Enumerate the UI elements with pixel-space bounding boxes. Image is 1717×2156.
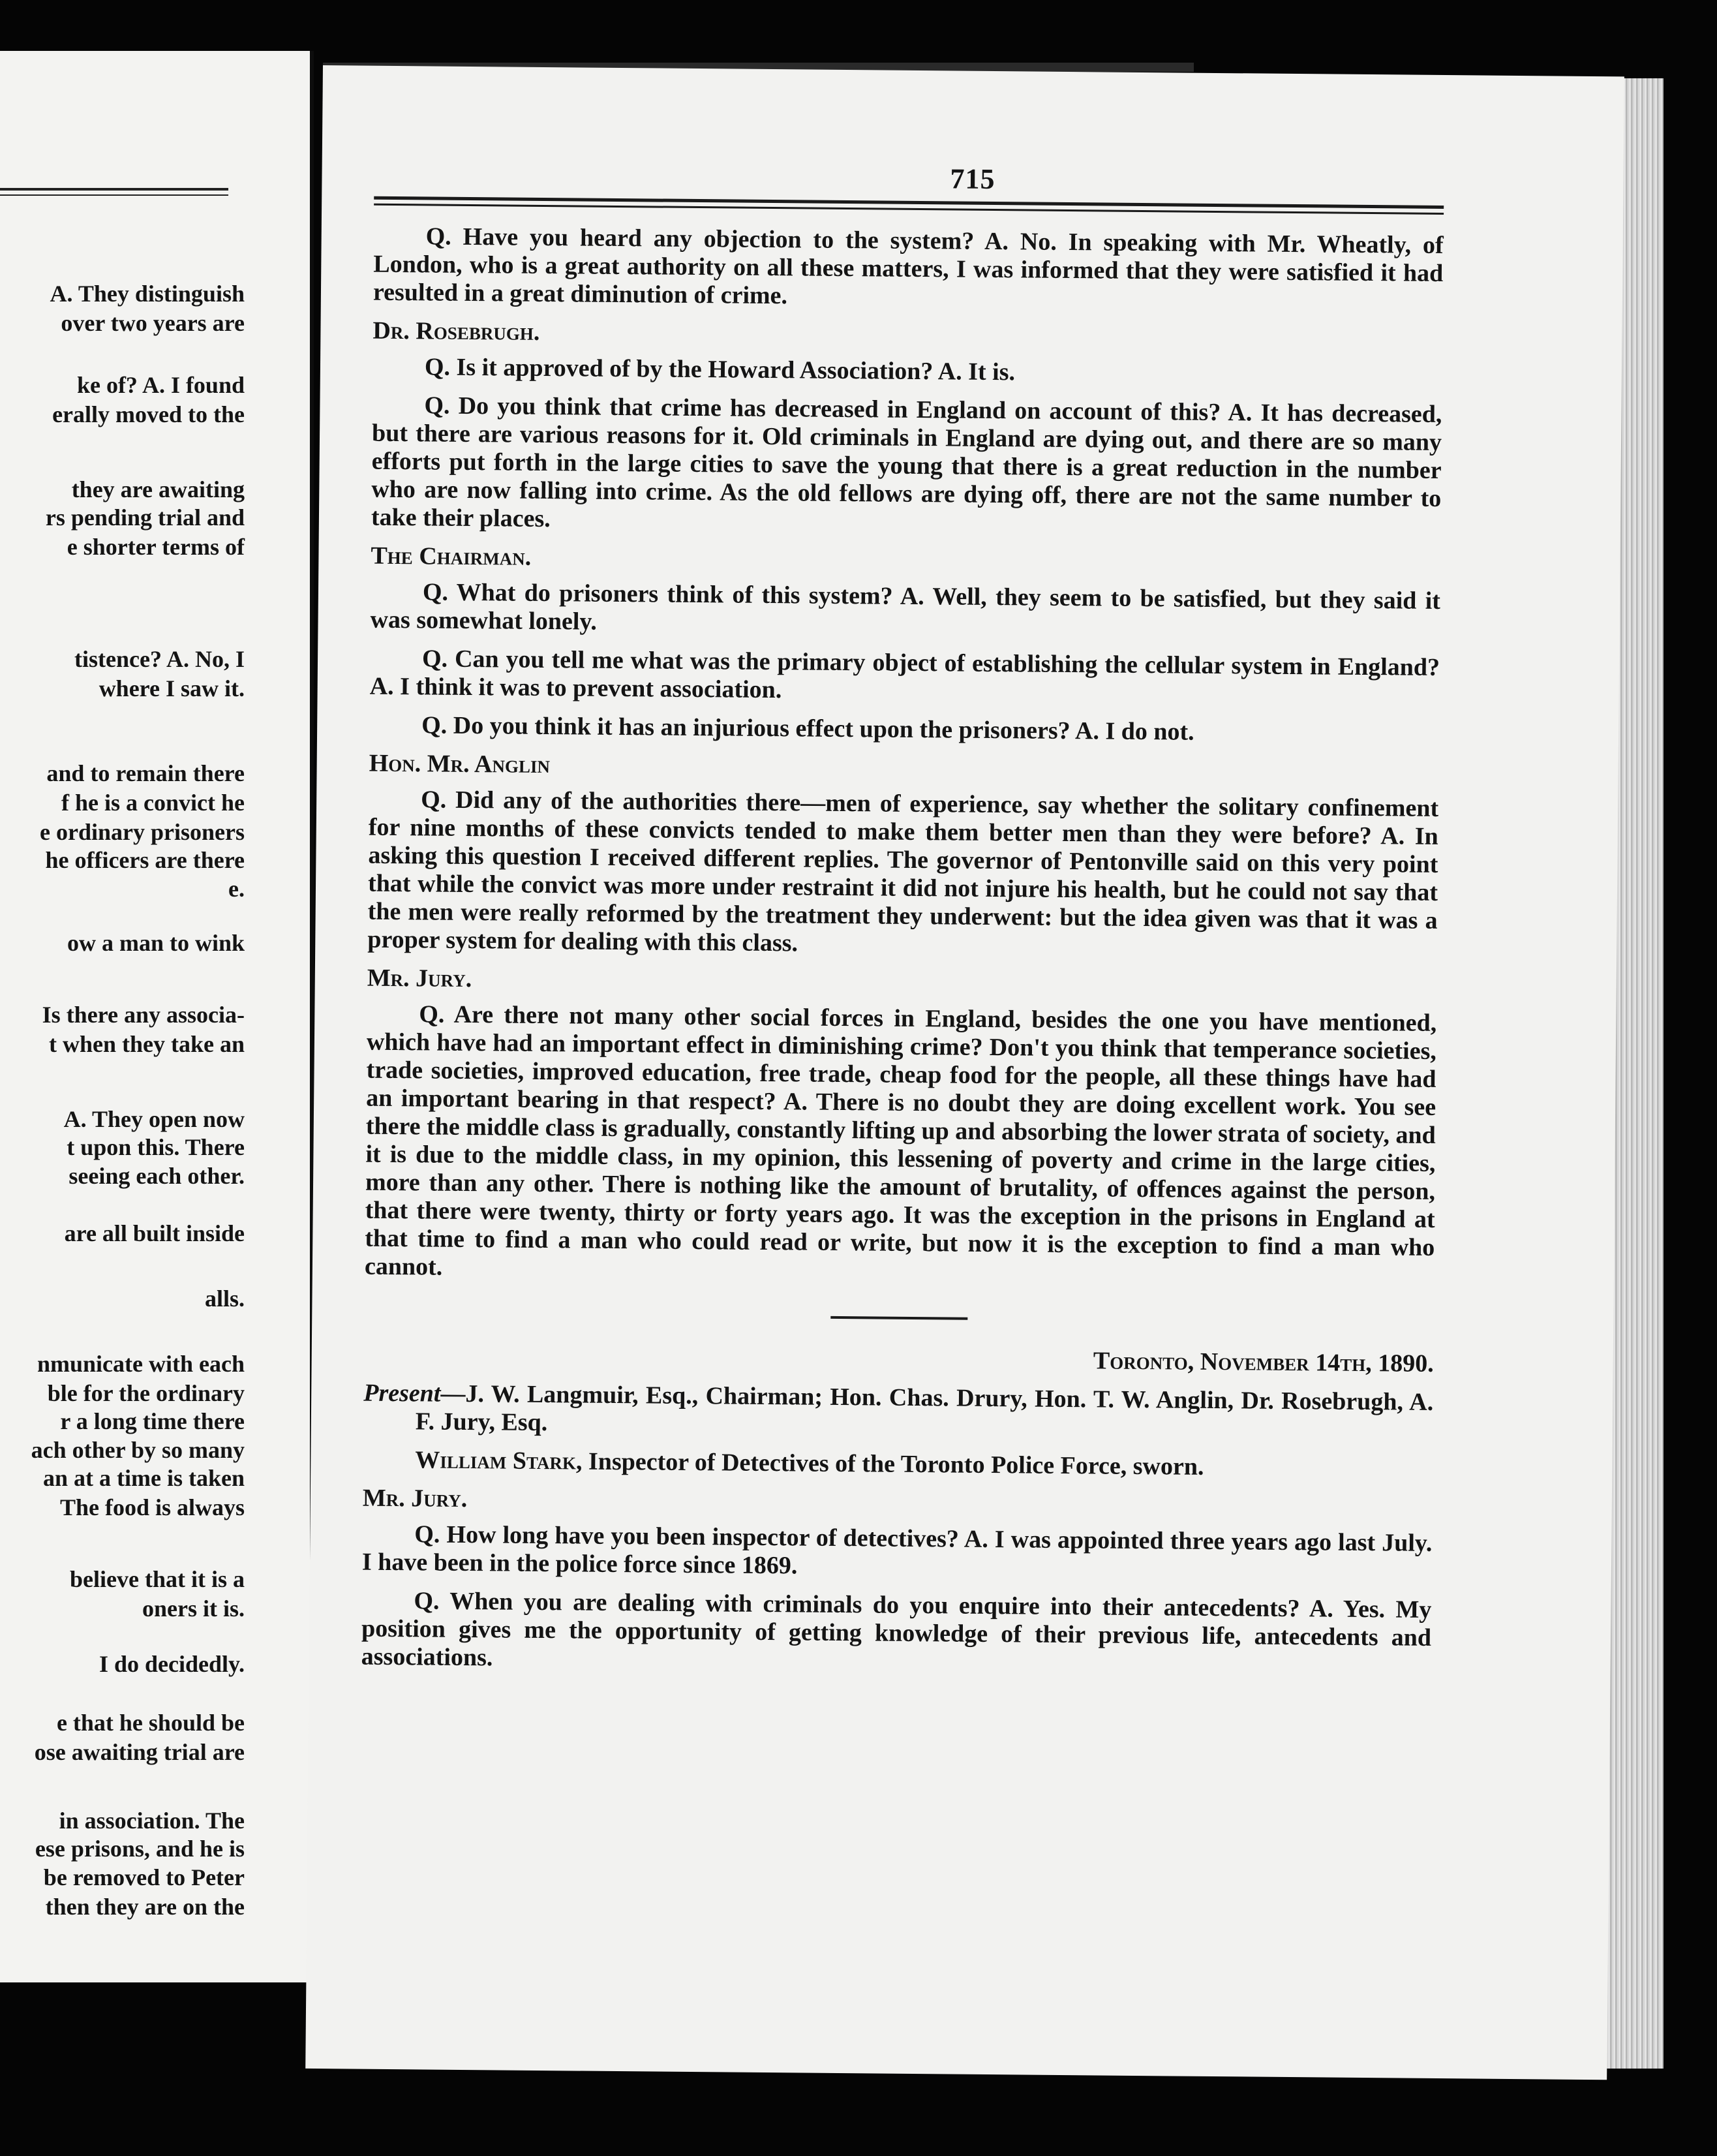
left-page-line: an at a time is taken: [43, 1465, 245, 1491]
testimony-section-1: [365, 223, 1444, 1290]
left-page-line: A. They distinguish: [50, 281, 245, 307]
left-page-line: I do decidedly.: [99, 1651, 245, 1677]
page-number: 715: [950, 162, 995, 195]
left-page-line: ow a man to wink: [67, 930, 245, 956]
witness-line: [363, 1446, 1433, 1483]
left-page-line: r a long time there: [60, 1408, 245, 1434]
qa-paragraph: Q. Can you tell me what was the primary object of establishing the cellular system in England? A. I think it was to prevent association.: [369, 645, 1440, 704]
left-page-line: are all built inside: [64, 1220, 245, 1246]
page-content: [361, 223, 1443, 1691]
left-page-line: ble for the ordinary: [47, 1380, 245, 1406]
left-page-line: ke of? A. I found: [76, 372, 245, 398]
left-page-line: where I saw it.: [99, 675, 245, 701]
qa-paragraph: Q. Do you think that crime has decreased in England on account of this? A. It has decreased, but there are various reasons for it. Old criminals in England are dying out, and there are so many efforts put forth in the large cities to save the young that there is a great reduction in the number who are now falling into crime. As the old fellows are dying off, there are not the same number to take their places.: [371, 392, 1442, 533]
qa-paragraph: Q. Are there not many other social forces in England, besides the one you have mentioned, which have had an important effect in diminishing crime? Don't you think that temperance societies, trade societies, improved education, free trade, cheap food for the people, all these things have had an important bearing in that respect? A. There is no doubt they are doing excellent work. You see there the middle class is gradually, constantly lifting up and absorbing the lower strata of society, and it is due to the middle class, in my opinion, this lessening of poverty and crime in the large cities, more than any other. There is nothing like the amount of brutality, of offences against the person, that there were twenty, thirty or forty years ago. It was the exception in the prisons in England at that time to find a man who could read or write, but now it is the exception to find a man who cannot.: [364, 1000, 1437, 1281]
speaker-label: Mr. Jury.: [367, 964, 472, 993]
left-page-line: then they are on the: [45, 1894, 245, 1920]
witness-text: , Inspector of Detectives of the Toronto Police Force, sworn.: [575, 1447, 1204, 1481]
left-page-line: ose awaiting trial are: [34, 1739, 245, 1765]
left-page-line: erally moved to the: [52, 401, 245, 427]
section-divider: [830, 1316, 967, 1320]
left-page-line: tistence? A. No, I: [74, 646, 245, 672]
speaker-label: Dr. Rosebrugh.: [372, 316, 540, 346]
header-rule: [374, 196, 1444, 215]
left-page-line: e ordinary prisoners: [40, 819, 245, 845]
qa-paragraph: Q. How long have you been inspector of detectives? A. I was appointed three years ago last July. I have been in the police force since 1869.: [361, 1520, 1433, 1580]
left-page-line: seeing each other.: [68, 1163, 245, 1189]
left-page-line: Is there any associa-: [42, 1002, 245, 1028]
qa-paragraph: Q. Is it approved of by the Howard Association? A. It is.: [424, 353, 1016, 386]
dateline: Toronto, November 14th, 1890.: [1093, 1347, 1434, 1378]
present-line: [363, 1379, 1434, 1445]
left-page-line: rs pending trial and: [45, 504, 245, 531]
right-page: [305, 65, 1624, 2080]
speaker-label: The Chairman.: [371, 542, 532, 571]
left-page: [0, 51, 314, 1982]
left-page-line: ach other by so many: [31, 1437, 245, 1463]
left-page-rule: [0, 194, 228, 196]
speaker-label: Hon. Mr. Anglin: [369, 749, 551, 779]
left-page-line: e that he should be: [56, 1710, 245, 1736]
left-page-line: t upon this. There: [67, 1134, 245, 1160]
qa-paragraph: Q. Do you think it has an injurious effect upon the prisoners? A. I do not.: [421, 711, 1194, 746]
qa-paragraph: Q. When you are dealing with criminals do you enquire into their antecedents? A. Yes. My position gives me the opportunity of getting knowledge of their previous life, antecedents and associations.: [361, 1587, 1432, 1672]
left-page-rule: [0, 188, 228, 191]
left-page-line: ese prisons, and he is: [35, 1836, 245, 1862]
left-page-line: The food is always: [59, 1494, 245, 1520]
qa-paragraph: Q. Did any of the authorities there—men of experience, say whether the solitary confinement for nine months of these convicts tended to make them better men than they were before? A. In asking this question I received different replies. The governor of Pentonville said on this very point that while the convict was more under restraint it did not injure his health, but he could not say that the men were really reformed by the treatment they underwent: but the idea given was that it was a proper system for dealing with this class.: [367, 786, 1439, 957]
present-label: Present: [363, 1379, 441, 1408]
left-page-line: they are awaiting: [71, 476, 245, 502]
left-page-line: f he is a convict he: [61, 790, 245, 816]
left-page-line: and to remain there: [46, 760, 245, 786]
left-page-line: e.: [228, 876, 245, 902]
left-page-line: alls.: [204, 1286, 245, 1312]
present-text: —J. W. Langmuir, Esq., Chairman; Hon. Chas. Drury, Hon. T. W. Anglin, Dr. Rosebrugh, A. F. Jury, Esq.: [415, 1379, 1434, 1437]
qa-paragraph: Q. What do prisoners think of this system? A. Well, they seem to be satisfied, but they said it was somewhat lonely.: [370, 578, 1441, 636]
left-page-line: be removed to Peter: [43, 1864, 245, 1890]
left-page-line: over two years are: [61, 310, 245, 336]
left-page-line: A. They open now: [63, 1106, 245, 1132]
witness-name: William Stark: [415, 1446, 577, 1475]
left-page-line: in association. The: [59, 1808, 245, 1834]
qa-paragraph: Q. Have you heard any objection to the system? A. No. In speaking with Mr. Wheatly, of London, who is a great authority on all these matters, I was informed that they were satisfied it had resulted in a great diminution of crime.: [372, 223, 1444, 310]
left-page-line: e shorter terms of: [67, 534, 245, 560]
testimony-section-2: [361, 1485, 1433, 1680]
left-page-line: oners it is.: [142, 1595, 245, 1622]
left-page-line: t when they take an: [48, 1031, 245, 1057]
left-page-line: he officers are there: [45, 847, 245, 873]
speaker-label: Mr. Jury.: [362, 1484, 468, 1513]
left-page-line: believe that it is a: [70, 1566, 245, 1592]
left-page-line: nmunicate with each: [37, 1351, 245, 1377]
